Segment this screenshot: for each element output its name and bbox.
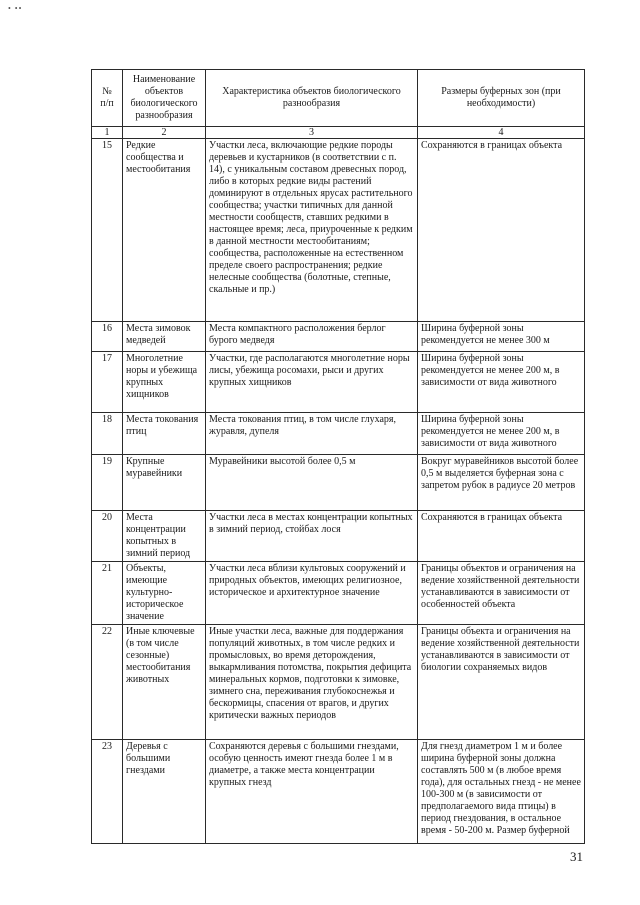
row-object-name: Места токования птиц bbox=[123, 413, 206, 455]
table-row bbox=[92, 139, 585, 322]
scan-corner-mark: • •• bbox=[8, 4, 23, 13]
header-characteristic bbox=[206, 70, 418, 127]
header-buffer-zone-label: Размеры буферных зон (при необходимости) bbox=[441, 86, 561, 109]
table-row bbox=[92, 352, 585, 413]
row-buffer-zone: Ширина буферной зоны рекомендуется не менее 200 м, в зависимости от вида животного bbox=[418, 352, 585, 413]
row-object-name: Иные ключевые (в том числе сезонные) местообитания животных bbox=[123, 625, 206, 740]
row-number: 20 bbox=[92, 511, 123, 562]
row-characteristic: Участки леса, включающие редкие породы деревьев и кустарников (в соответствии с п. 14), с уникальным составом древесных пород, либо в которых редкие виды растений доминируют в отдельных ярусах растительного сообщества; участки типичных для данной местности сообществ, ставших редкими в настоящее время; леса, приуроченные к редким в данной местности местообитаниям; сообщества, расположенные на естественном пределе своего распространения; редкие нелесные сообщества (болотные, степные, скальные и пр.) bbox=[206, 139, 418, 322]
header-characteristic-label: Характеристика объектов биологического разнообразия bbox=[222, 86, 401, 109]
biodiversity-objects-table bbox=[91, 69, 585, 844]
column-number: 1 bbox=[92, 127, 123, 139]
row-characteristic: Иные участки леса, важные для поддержания популяций животных, в том числе редких и промысловых, во время деторождения, выкармливания потомства, покрытия дефицита минеральных кормов, подготовки к зимовке, зимнего сна, переживания глубокоснежья и бескормицы, спасения от врагов, и других критически важных периодов bbox=[206, 625, 418, 740]
row-characteristic: Сохраняются деревья с большими гнездами, особую ценность имеют гнезда более 1 м в диаметре, а также места концентрации крупных гнезд bbox=[206, 740, 418, 844]
table-row bbox=[92, 511, 585, 562]
table-header-row bbox=[92, 70, 585, 127]
table-row bbox=[92, 625, 585, 740]
row-number: 19 bbox=[92, 455, 123, 511]
row-object-name: Многолетние норы и убежища крупных хищников bbox=[123, 352, 206, 413]
header-name-label: Наименование объектов биологического разнообразия bbox=[130, 74, 198, 121]
table-row bbox=[92, 413, 585, 455]
row-number: 16 bbox=[92, 322, 123, 352]
row-buffer-zone: Ширина буферной зоны рекомендуется не менее 300 м bbox=[418, 322, 585, 352]
row-buffer-zone: Границы объектов и ограничения на ведение хозяйственной деятельности устанавливаются в зависимости от особенностей объекта bbox=[418, 562, 585, 625]
row-buffer-zone: Сохраняются в границах объекта bbox=[418, 139, 585, 322]
header-name bbox=[123, 70, 206, 127]
row-object-name: Места концентрации копытных в зимний период bbox=[123, 511, 206, 562]
column-number: 3 bbox=[206, 127, 418, 139]
row-characteristic: Муравейники высотой более 0,5 м bbox=[206, 455, 418, 511]
row-object-name: Редкие сообщества и местообитания bbox=[123, 139, 206, 322]
row-characteristic: Места токования птиц, в том числе глухаря, журавля, дупеля bbox=[206, 413, 418, 455]
row-number: 18 bbox=[92, 413, 123, 455]
row-object-name: Места зимовок медведей bbox=[123, 322, 206, 352]
row-buffer-zone: Для гнезд диаметром 1 м и более ширина буферной зоны должна составлять 500 м (в любое время года), для остальных гнезд - не менее 100-300 м (в зависимости от предполагаемого вида птицы) в период гнездования, в остальное время - 50-200 м. Размер буферной bbox=[418, 740, 585, 844]
header-buffer-zone bbox=[418, 70, 585, 127]
table-row bbox=[92, 322, 585, 352]
row-object-name: Объекты, имеющие культурно-историческое значение bbox=[123, 562, 206, 625]
column-number-row bbox=[92, 127, 585, 139]
row-buffer-zone: Вокруг муравейников высотой более 0,5 м выделяется буферная зона с запретом рубок в радиусе 20 метров bbox=[418, 455, 585, 511]
table-row bbox=[92, 455, 585, 511]
row-characteristic: Участки леса в местах концентрации копытных в зимний период, стойбах лося bbox=[206, 511, 418, 562]
row-number: 21 bbox=[92, 562, 123, 625]
row-buffer-zone: Ширина буферной зоны рекомендуется не менее 200 м, в зависимости от вида животного bbox=[418, 413, 585, 455]
row-characteristic: Участки, где располагаются многолетние норы лисы, убежища росомахи, рыси и других крупных хищников bbox=[206, 352, 418, 413]
column-number: 4 bbox=[418, 127, 585, 139]
table-row bbox=[92, 740, 585, 844]
row-number: 23 bbox=[92, 740, 123, 844]
row-characteristic: Участки леса вблизи культовых сооружений и природных объектов, имеющих религиозное, историческое и архитектурное значение bbox=[206, 562, 418, 625]
row-number: 17 bbox=[92, 352, 123, 413]
row-number: 22 bbox=[92, 625, 123, 740]
row-number: 15 bbox=[92, 139, 123, 322]
row-object-name: Крупные муравейники bbox=[123, 455, 206, 511]
header-number-label: № п/п bbox=[100, 86, 114, 109]
row-buffer-zone: Сохраняются в границах объекта bbox=[418, 511, 585, 562]
page-number: 31 bbox=[570, 849, 583, 864]
row-characteristic: Места компактного расположения берлог бурого медведя bbox=[206, 322, 418, 352]
row-buffer-zone: Границы объекта и ограничения на ведение хозяйственной деятельности устанавливаются в зависимости от биологии сохраняемых видов bbox=[418, 625, 585, 740]
header-number bbox=[92, 70, 123, 127]
row-object-name: Деревья с большими гнездами bbox=[123, 740, 206, 844]
column-number: 2 bbox=[123, 127, 206, 139]
table-row bbox=[92, 562, 585, 625]
